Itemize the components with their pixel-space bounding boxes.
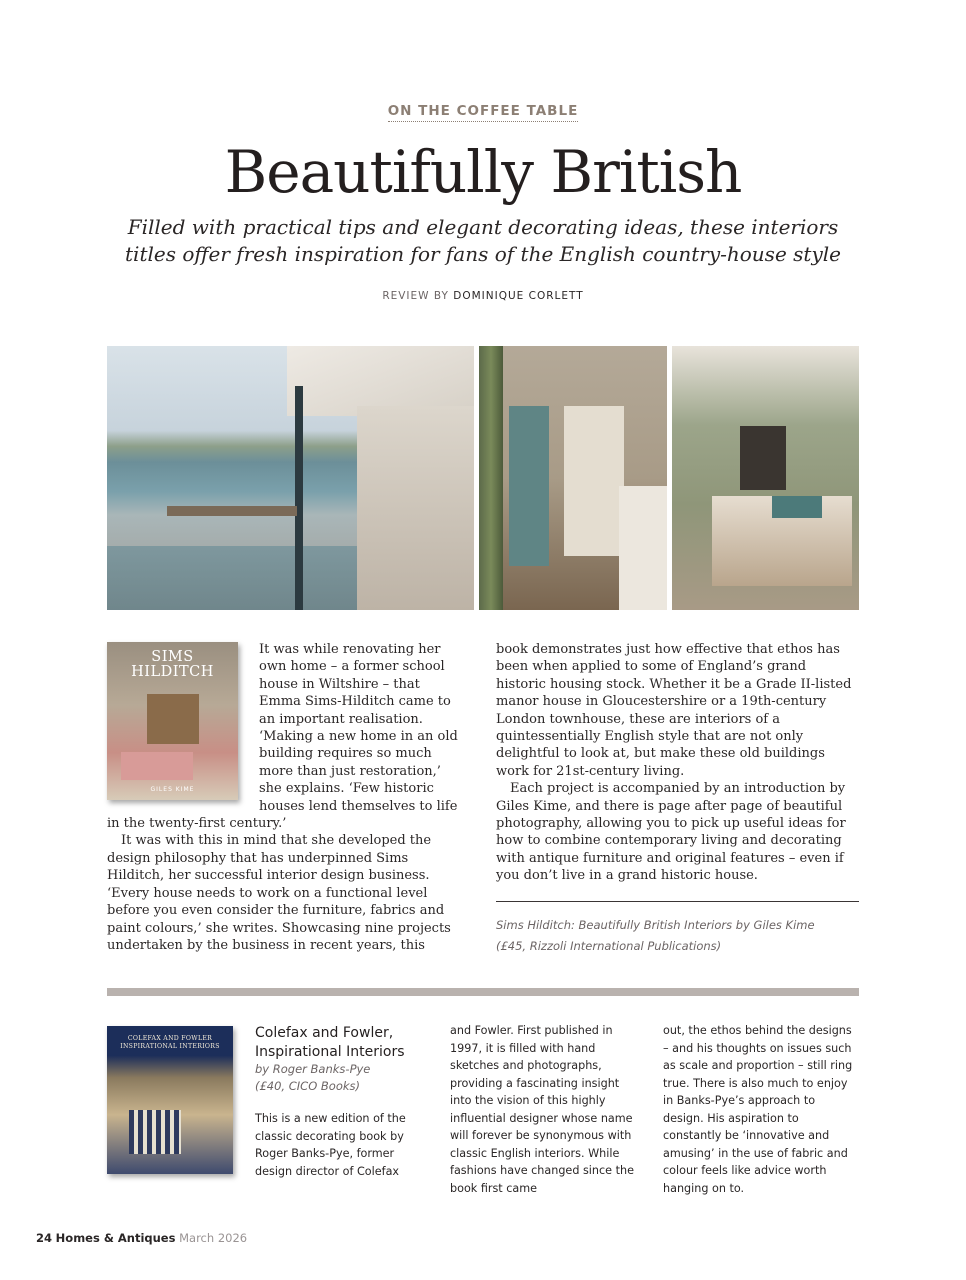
review-price: (£40, CICO Books) [255, 1078, 361, 1093]
section-kicker [0, 103, 966, 119]
byline-prefix: REVIEW BY [382, 290, 449, 302]
byline [0, 290, 966, 302]
book-cover-sims-hilditch [107, 642, 238, 800]
cover-sofa [121, 752, 193, 780]
review-column-2: and Fowler. First published in 1997, it is filled with hand sketches and photographs, providing a fascinating insight into the vision of this highly influential designer whose name will forever be synonymous with classic English interiors. While fashions have changed since the book first came [450, 1024, 634, 1195]
photo-curtain [479, 346, 503, 610]
cover-bookshelf [147, 694, 199, 744]
article-paragraph: It was with this in mind that she developed the design philosophy that has underpinned Sims Hilditch, her successful interior design business. ‘Every house needs to work on a functional level before you even consider the furniture, fabrics and paint colours,’ she writes. Showcasing nine projects undertaken by the business in recent years, this [107, 833, 451, 953]
credit-divider [496, 901, 859, 902]
article-paragraph: book demonstrates just how effective that ethos has been when applied to some of England’s grand historic housing stock. Whether it be a Grade II-listed manor house in Gloucestershire or a 19th-century London townhouse, these are interiors of a quintessentially English style that are not only delightful to look at, but make these old buildings work for 21st-century living. [496, 642, 852, 779]
photo-pillows [772, 496, 822, 518]
photo-dining-table [167, 506, 297, 516]
article-paragraph: Each project is accompanied by an introduction by Giles Kime, and there is page after page of beautiful photography, allowing you to pick up useful ideas for how to combine contemporary living and decorating with antique furniture and original features – even if you don’t live in a grand historic house. [496, 781, 846, 884]
cover-title-line: HILDITCH [131, 664, 214, 680]
photo-coastal-kitchen [107, 346, 474, 610]
review-title: Colefax and Fowler, Inspirational Interiors [255, 1025, 405, 1060]
cover-title-line: COLEFAX AND FOWLER [127, 1035, 213, 1042]
photo-doorway [564, 406, 624, 556]
cover-title [107, 1035, 233, 1051]
kicker-text: ON THE COFFEE TABLE [388, 103, 579, 122]
photo-window [740, 426, 786, 490]
article-column-2 [496, 641, 859, 885]
review-meta [255, 1061, 430, 1094]
photo-kitchen-interior [357, 406, 474, 610]
section-divider [107, 988, 859, 996]
photo-staircase [619, 486, 667, 610]
review-column-3: out, the ethos behind the designs – and his thoughts on issues such as scale and proportion – still ring true. There is also much to enjoy in Banks-Pye’s approach to design. His aspiration to constantly be ‘innovative and amusing’ in the use of fabric and colour feels like advice worth hanging on to. [663, 1024, 853, 1195]
credit-price: (£45, Rizzoli International Publications) [496, 939, 722, 953]
review-author: by Roger Banks-Pye [255, 1062, 371, 1076]
standfirst: Filled with practical tips and elegant decorating ideas, these interiors titles offer fresh inspiration for fans of the English country-house style [125, 215, 841, 266]
magazine-name: Homes & Antiques [55, 1231, 176, 1245]
credit-title: Sims Hilditch: Beautifully British Interiors by Giles Kime [496, 918, 815, 932]
photo-blue-door [509, 406, 549, 566]
page-title: Beautifully British [224, 138, 742, 206]
issue-date: March 2026 [179, 1231, 248, 1245]
photo-glass-frame [295, 386, 303, 610]
cover-armchair [129, 1110, 181, 1154]
cover-title-line: SIMS [151, 649, 194, 665]
cover-title [107, 650, 238, 680]
page-footer [36, 1231, 436, 1245]
cover-title-line: INSPIRATIONAL INTERIORS [120, 1043, 220, 1050]
photo-hallway [479, 346, 667, 610]
byline-name: DOMINIQUE CORLETT [453, 290, 584, 302]
photo-bedroom [672, 346, 859, 610]
page-number: 24 [36, 1231, 53, 1245]
book-cover-colefax-fowler [107, 1026, 233, 1174]
book-credit [496, 915, 859, 957]
article-paragraph: It was while renovating her own home – a former school house in Wiltshire – that Emma Sims-Hilditch came to an important realisation. ‘Making a new home in an old building requires so much more than just restoration,’ she explains. ‘Few historic houses lend themselves to life in the twenty-first century.’ [107, 642, 458, 832]
review-column-1: This is a new edition of the classic decorating book by Roger Banks-Pye, former design director of Colefax [255, 1112, 406, 1178]
cover-author: GILES KIME [150, 786, 195, 793]
